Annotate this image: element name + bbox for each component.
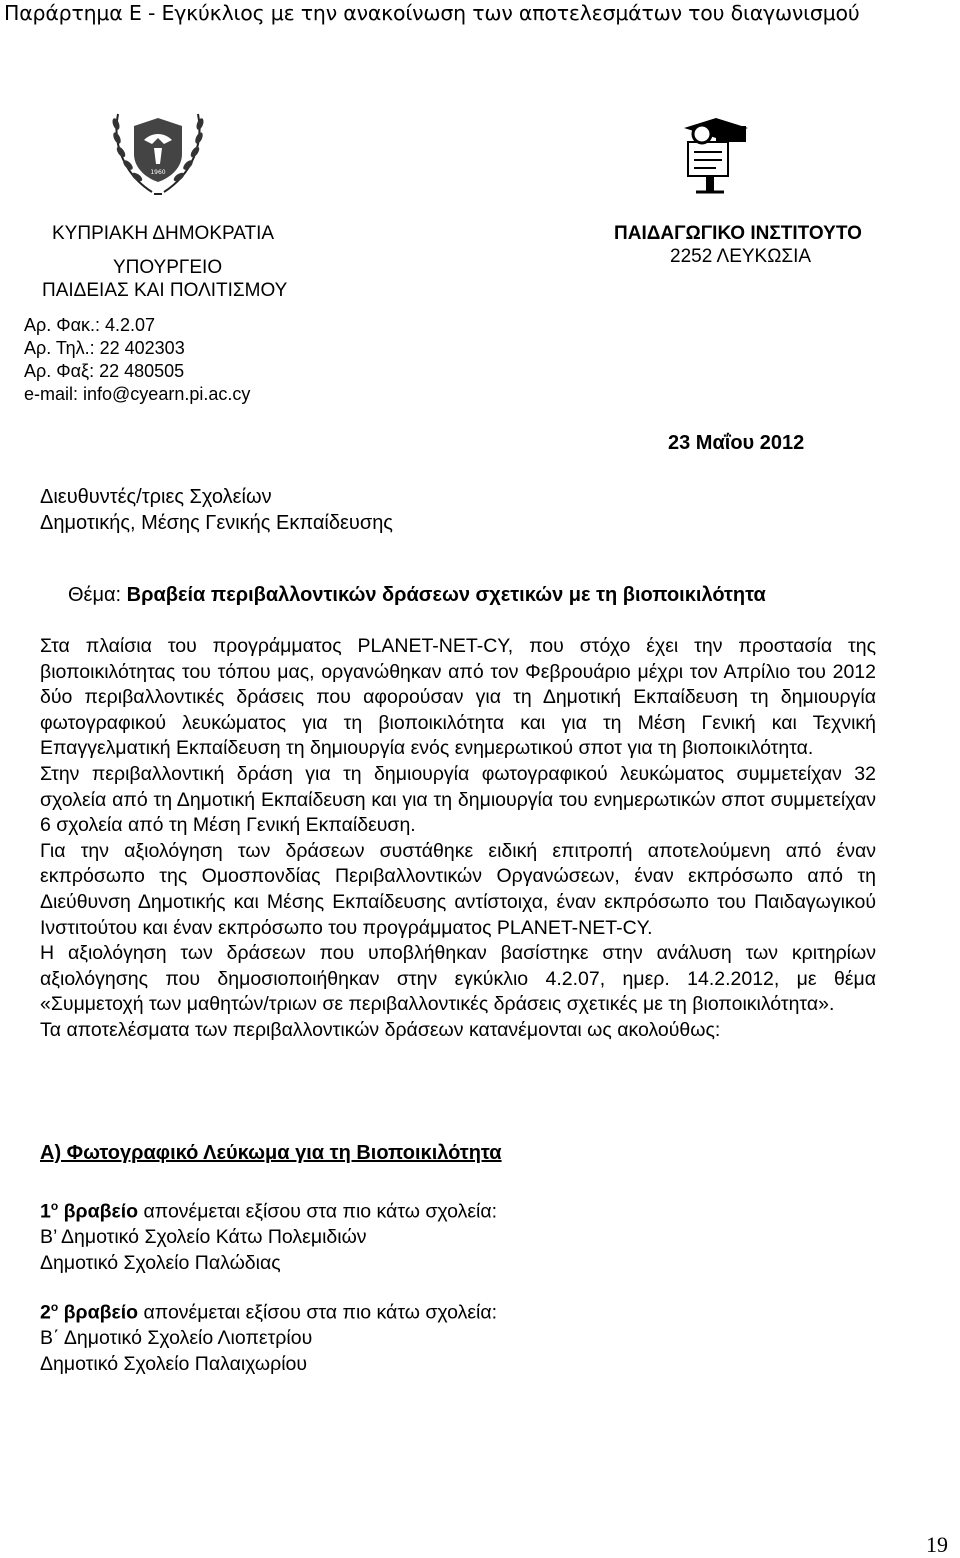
subject-label: Θέμα: bbox=[68, 584, 127, 606]
section-a-heading: Α) Φωτογραφικό Λεύκωμα για τη Βιοποικιλότητα bbox=[40, 1142, 502, 1164]
prize-1-school: Β’ Δημοτικό Σχολείο Κάτω Πολεμιδιών bbox=[40, 1226, 367, 1248]
header-institute-address: 2252 ΛΕΥΚΩΣΙΑ bbox=[670, 246, 812, 267]
header-institute-name: ΠΑΙΔΑΓΩΓΙΚΟ ΙΝΣΤΙΤΟΥΤΟ bbox=[614, 223, 862, 244]
prize-1-heading bbox=[40, 1194, 497, 1225]
subject-text: Βραβεία περιβαλλοντικών δράσεων σχετικών με τη βιοποικιλότητα bbox=[126, 584, 766, 606]
prize-1-block bbox=[40, 1194, 497, 1276]
prize-2-ordinal: ο bbox=[50, 1300, 59, 1314]
emblem-year: 1960 bbox=[150, 169, 166, 176]
prize-2-label: βραβείο bbox=[63, 1301, 139, 1324]
letter-body bbox=[40, 634, 876, 1044]
phone-number: Αρ. Τηλ.: 22 402303 bbox=[24, 338, 185, 358]
reference-block bbox=[24, 314, 250, 406]
header-ministry-country: ΚΥΠΡΙΑΚΗ ΔΗΜΟΚΡΑΤΙΑ bbox=[52, 223, 275, 244]
prize-2-school: Δημοτικό Σχολείο Παλαιχωρίου bbox=[40, 1352, 308, 1375]
subject-line bbox=[68, 584, 766, 607]
pedagogical-institute-logo-icon bbox=[676, 112, 756, 196]
prize-1-label: βραβείο bbox=[63, 1200, 139, 1223]
letter-date: 23 Μαΐου 2012 bbox=[668, 432, 805, 454]
prize-2-block bbox=[40, 1295, 497, 1377]
prize-1-number: 1 bbox=[40, 1200, 51, 1223]
prize-1-rest: απονέμεται εξίσου στα πιο κάτω σχολεία: bbox=[138, 1200, 498, 1223]
header-ministry-line3: ΠΑΙΔΕΙΑΣ ΚΑΙ ΠΟΛΙΤΙΣΜΟΥ bbox=[42, 280, 288, 301]
cyprus-emblem-icon bbox=[104, 104, 212, 200]
body-paragraph: Τα αποτελέσματα των περιβαλλοντικών δράσεων κατανέμονται ως ακολούθως: bbox=[40, 1018, 721, 1041]
prize-2-school: Β΄ Δημοτικό Σχολείο Λιοπετρίου bbox=[40, 1327, 313, 1349]
prize-2-rest: απονέμεται εξίσου στα πιο κάτω σχολεία: bbox=[138, 1301, 498, 1324]
body-paragraph: Στην περιβαλλοντική δράση για τη δημιουργία φωτογραφικού λευκώματος συμμετείχαν 32 σχολεία από τη Δημοτική Εκπαίδευση και για τη δημιουργία του ενημερωτικών σποτ συμμετείχαν 6 σχολεία από τη Μέση Γενική Εκπαίδευση. bbox=[40, 762, 876, 837]
body-paragraph: Η αξιολόγηση των δράσεων που υποβλήθηκαν βασίστηκε στην ανάλυση των κριτηρίων αξιολόγησης που δημοσιοποιήθηκαν στην εγκύκλιο 4.2.07, ημερ. 14.2.2012, με θέμα «Συμμετοχή των μαθητών/τριων σε περιβαλλοντικές δράσεις σχετικές με τη βιοποικιλότητα». bbox=[40, 942, 876, 1016]
prize-2-heading bbox=[40, 1295, 497, 1326]
prize-1-school: Δημοτικό Σχολείο Παλώδιας bbox=[40, 1251, 281, 1274]
header-ministry-line2: ΥΠΟΥΡΓΕΙΟ bbox=[113, 257, 223, 278]
body-paragraph: Για την αξιολόγηση των δράσεων συστάθηκε ειδική επιτροπή αποτελούμενη από έναν εκπρόσωπο της Ομοσπονδίας Περιβαλλοντικών Οργανώσεων, έναν εκπρόσωπο από τη Διεύθυνση Δημοτικής και Μέσης Εκπαίδευσης αντίστοιχα, έναν εκπρόσωπο του Παιδαγωγικού Ινστιτούτου και έναν εκπρόσωπο του προγράμματος PLANET-NET-CY. bbox=[40, 839, 876, 939]
body-paragraph: Στα πλαίσια του προγράμματος PLANET-NET-CY, που στόχο έχει την προστασία της βιοποικιλότητας του τόπου μας, οργανώθηκαν από τον Φεβρουάριο μέχρι τον Απρίλιο του 2012 δύο περιβαλλοντικές δράσεις που αφορούσαν για τη Δημοτική Εκπαίδευση τη δημιουργία φωτογραφικού λευκώματος για τη βιοποικιλότητα και για τη Μέση Γενική και Τεχνική Επαγγελματική Εκπαίδευση τη δημιουργία ενός ενημερωτικού σποτ για τη βιοποικιλότητα. bbox=[40, 635, 876, 760]
email-address: e-mail: info@cyearn.pi.ac.cy bbox=[24, 384, 251, 404]
recipients-line2: Δημοτικής, Μέσης Γενικής Εκπαίδευσης bbox=[40, 512, 393, 534]
recipients bbox=[40, 484, 393, 536]
recipients-line1: Διευθυντές/τριες Σχολείων bbox=[40, 486, 272, 508]
fax-number: Αρ. Φαξ: 22 480505 bbox=[24, 361, 185, 381]
file-number: Αρ. Φακ.: 4.2.07 bbox=[24, 315, 156, 335]
page-number: 19 bbox=[926, 1532, 948, 1557]
prize-2-number: 2 bbox=[40, 1301, 51, 1324]
running-title: Παράρτημα Ε - Εγκύκλιος με την ανακοίνωση των αποτελεσμάτων του διαγωνισμού bbox=[4, 1, 860, 25]
prize-1-ordinal: ο bbox=[50, 1199, 59, 1213]
